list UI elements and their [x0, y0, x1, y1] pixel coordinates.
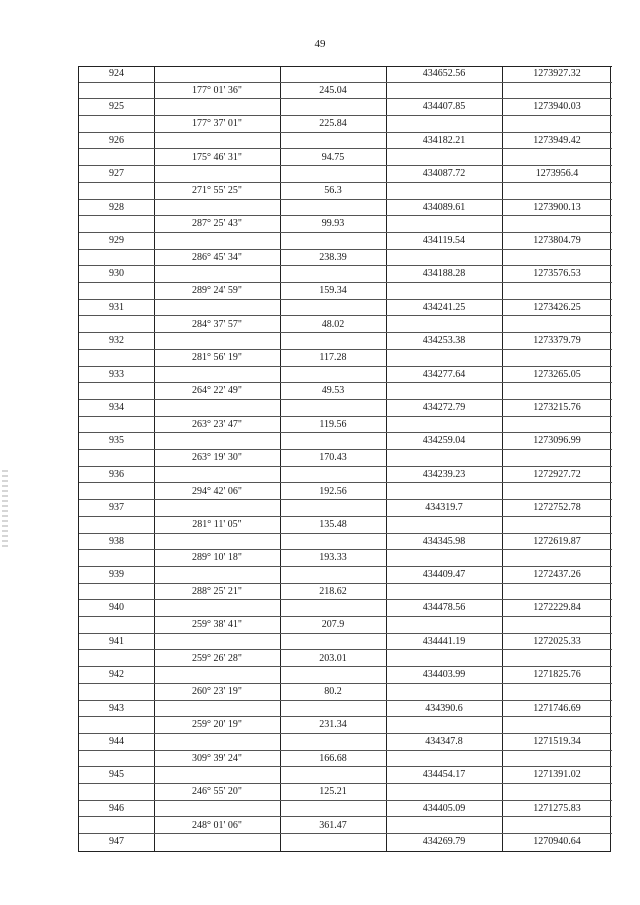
- distance-cell: 192.56: [319, 485, 347, 497]
- distance-cell: 245.04: [319, 84, 347, 96]
- x-coordinate-cell: 434182.21: [422, 134, 466, 146]
- y-coordinate-cell: 1271275.83: [533, 802, 581, 814]
- angle-cell: 271° 55' 25": [192, 184, 242, 196]
- angle-cell: 259° 38' 41": [192, 619, 242, 631]
- point-row: [79, 500, 610, 517]
- x-coordinate-cell: 434239.23: [422, 468, 466, 480]
- angle-cell: 294° 42' 06": [192, 485, 242, 497]
- segment-row: [79, 116, 610, 133]
- y-coordinate-cell: 1273096.99: [533, 435, 581, 447]
- segment-row: [79, 784, 610, 801]
- point-row: [79, 433, 610, 450]
- distance-cell: 159.34: [319, 285, 347, 297]
- point-number-cell: 943: [109, 702, 124, 714]
- y-coordinate-cell: 1272437.26: [533, 569, 581, 580]
- x-coordinate-cell: 434441.19: [422, 635, 466, 647]
- segment-row: [79, 350, 610, 367]
- segment-row: [79, 651, 610, 668]
- angle-cell: 248° 01' 06": [192, 819, 242, 831]
- distance-cell: 135.48: [319, 518, 347, 530]
- x-coordinate-cell: 434272.79: [422, 402, 466, 413]
- y-coordinate-cell: 1272927.72: [533, 468, 581, 480]
- distance-cell: 166.68: [319, 752, 347, 764]
- y-coordinate-cell: 1273265.05: [533, 368, 581, 380]
- angle-cell: 289° 10' 18": [192, 552, 242, 564]
- point-number-cell: 933: [109, 368, 124, 380]
- page-number: 49: [314, 38, 326, 50]
- distance-cell: 119.56: [319, 418, 347, 430]
- x-coordinate-cell: 434087.72: [422, 168, 466, 180]
- x-coordinate-cell: 434390.6: [425, 702, 463, 714]
- segment-row: [79, 617, 610, 634]
- segment-row: [79, 150, 610, 167]
- point-number-cell: 938: [109, 535, 124, 547]
- segment-row: [79, 283, 610, 300]
- x-coordinate-cell: 434269.79: [422, 836, 466, 848]
- point-number-cell: 937: [109, 502, 124, 514]
- segment-row: [79, 684, 610, 701]
- point-number-cell: 934: [109, 402, 124, 413]
- y-coordinate-cell: 1273804.79: [533, 235, 581, 246]
- y-coordinate-cell: 1273379.79: [533, 335, 581, 347]
- point-row: [79, 400, 610, 417]
- y-coordinate-cell: 1272025.33: [533, 635, 581, 647]
- angle-cell: 259° 26' 28": [192, 652, 242, 664]
- x-coordinate-cell: 434089.61: [422, 201, 466, 213]
- distance-cell: 207.9: [321, 619, 345, 631]
- point-row: [79, 166, 610, 183]
- x-coordinate-cell: 434319.7: [425, 502, 463, 514]
- angle-cell: 264° 22' 49": [192, 385, 242, 397]
- point-number-cell: 931: [109, 301, 124, 313]
- point-row: [79, 200, 610, 217]
- x-coordinate-cell: 434409.47: [422, 569, 466, 580]
- distance-cell: 361.47: [319, 819, 347, 831]
- segment-row: [79, 383, 610, 400]
- distance-cell: 218.62: [319, 585, 347, 597]
- point-row: [79, 734, 610, 751]
- y-coordinate-cell: 1271825.76: [533, 669, 581, 681]
- point-number-cell: 936: [109, 468, 124, 480]
- distance-cell: 125.21: [319, 786, 347, 798]
- x-coordinate-cell: 434241.25: [422, 301, 466, 313]
- segment-row: [79, 83, 610, 100]
- point-number-cell: 941: [109, 635, 124, 647]
- y-coordinate-cell: 1271519.34: [533, 736, 581, 747]
- angle-cell: 177° 37' 01": [192, 118, 242, 130]
- angle-cell: 260° 23' 19": [192, 685, 242, 697]
- distance-cell: 48.02: [321, 318, 345, 330]
- point-number-cell: 946: [109, 802, 124, 814]
- distance-cell: 225.84: [319, 118, 347, 130]
- angle-cell: 284° 37' 57": [192, 318, 242, 330]
- point-row: [79, 767, 610, 784]
- distance-cell: 231.34: [319, 719, 347, 731]
- point-row: [79, 534, 610, 551]
- x-coordinate-cell: 434253.38: [422, 335, 466, 347]
- segment-row: [79, 417, 610, 434]
- x-coordinate-cell: 434119.54: [422, 235, 466, 246]
- x-coordinate-cell: 434478.56: [422, 602, 466, 614]
- point-number-cell: 939: [109, 569, 124, 580]
- distance-cell: 99.93: [321, 218, 345, 230]
- angle-cell: 309° 39' 24": [192, 752, 242, 764]
- distance-cell: 170.43: [319, 452, 347, 464]
- distance-cell: 193.33: [319, 552, 347, 564]
- point-number-cell: 945: [109, 769, 124, 781]
- point-row: [79, 133, 610, 150]
- distance-cell: 94.75: [321, 151, 345, 163]
- segment-row: [79, 484, 610, 501]
- angle-cell: 287° 25' 43": [192, 218, 242, 230]
- point-number-cell: 928: [109, 201, 124, 213]
- y-coordinate-cell: 1273956.4: [535, 168, 579, 180]
- x-coordinate-cell: 434454.17: [422, 769, 466, 781]
- segment-row: [79, 183, 610, 200]
- segment-row: [79, 317, 610, 334]
- coordinate-table: [78, 66, 611, 852]
- segment-row: [79, 517, 610, 534]
- segment-row: [79, 717, 610, 734]
- point-number-cell: 942: [109, 669, 124, 681]
- angle-cell: 259° 20' 19": [192, 719, 242, 731]
- x-coordinate-cell: 434277.64: [422, 368, 466, 380]
- y-coordinate-cell: 1271391.02: [533, 769, 581, 781]
- segment-row: [79, 216, 610, 233]
- point-number-cell: 926: [109, 134, 124, 146]
- point-number-cell: 932: [109, 335, 124, 347]
- point-row: [79, 600, 610, 617]
- x-coordinate-cell: 434347.8: [425, 736, 463, 747]
- y-coordinate-cell: 1273927.32: [533, 68, 581, 79]
- point-number-cell: 925: [109, 101, 124, 113]
- angle-cell: 263° 23' 47": [192, 418, 242, 430]
- distance-cell: 238.39: [319, 251, 347, 263]
- y-coordinate-cell: 1272619.87: [533, 535, 581, 547]
- distance-cell: 117.28: [319, 351, 347, 363]
- point-row: [79, 567, 610, 584]
- point-row: [79, 667, 610, 684]
- x-coordinate-cell: 434407.85: [422, 101, 466, 113]
- segment-row: [79, 250, 610, 267]
- point-number-cell: 947: [109, 836, 124, 848]
- point-row: [79, 834, 610, 851]
- point-number-cell: 935: [109, 435, 124, 447]
- y-coordinate-cell: 1271746.69: [533, 702, 581, 714]
- segment-row: [79, 751, 610, 768]
- angle-cell: 286° 45' 34": [192, 251, 242, 263]
- point-number-cell: 929: [109, 235, 124, 246]
- segment-row: [79, 584, 610, 601]
- angle-cell: 281° 56' 19": [192, 351, 242, 363]
- segment-row: [79, 550, 610, 567]
- x-coordinate-cell: 434652.56: [422, 68, 466, 79]
- y-coordinate-cell: 1270940.64: [533, 836, 581, 848]
- y-coordinate-cell: 1273949.42: [533, 134, 581, 146]
- point-row: [79, 266, 610, 283]
- point-number-cell: 924: [109, 68, 124, 79]
- y-coordinate-cell: 1272752.78: [533, 502, 581, 514]
- x-coordinate-cell: 434188.28: [422, 268, 466, 280]
- point-row: [79, 99, 610, 116]
- point-row: [79, 467, 610, 484]
- scan-margin-mark: [2, 470, 8, 550]
- point-row: [79, 300, 610, 317]
- point-row: [79, 66, 610, 83]
- y-coordinate-cell: 1273576.53: [533, 268, 581, 280]
- x-coordinate-cell: 434259.04: [422, 435, 466, 447]
- point-row: [79, 367, 610, 384]
- segment-row: [79, 450, 610, 467]
- angle-cell: 281° 11' 05": [192, 518, 242, 530]
- angle-cell: 177° 01' 36": [192, 84, 242, 96]
- x-coordinate-cell: 434403.99: [422, 669, 466, 681]
- point-row: [79, 701, 610, 718]
- point-number-cell: 944: [109, 736, 124, 747]
- angle-cell: 289° 24' 59": [192, 285, 242, 297]
- y-coordinate-cell: 1273900.13: [533, 201, 581, 213]
- angle-cell: 288° 25' 21": [192, 585, 242, 597]
- x-coordinate-cell: 434405.09: [422, 802, 466, 814]
- distance-cell: 49.53: [321, 385, 345, 397]
- point-row: [79, 333, 610, 350]
- point-number-cell: 927: [109, 168, 124, 180]
- distance-cell: 203.01: [319, 652, 347, 664]
- x-coordinate-cell: 434345.98: [422, 535, 466, 547]
- y-coordinate-cell: 1272229.84: [533, 602, 581, 614]
- point-row: [79, 801, 610, 818]
- angle-cell: 175° 46' 31": [192, 151, 242, 163]
- point-row: [79, 634, 610, 651]
- angle-cell: 246° 55' 20": [192, 786, 242, 798]
- distance-cell: 80.2: [324, 685, 342, 697]
- segment-row: [79, 818, 610, 835]
- angle-cell: 263° 19' 30": [192, 452, 242, 464]
- y-coordinate-cell: 1273940.03: [533, 101, 581, 113]
- point-row: [79, 233, 610, 250]
- point-number-cell: 940: [109, 602, 124, 614]
- point-number-cell: 930: [109, 268, 124, 280]
- distance-cell: 56.3: [324, 184, 342, 196]
- y-coordinate-cell: 1273426.25: [533, 301, 581, 313]
- y-coordinate-cell: 1273215.76: [533, 402, 581, 413]
